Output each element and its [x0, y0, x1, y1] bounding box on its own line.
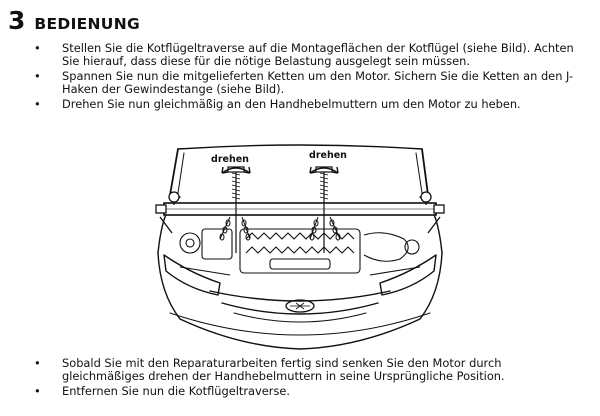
bullet: • — [34, 68, 41, 83]
label-drehen-right: drehen — [309, 150, 347, 161]
instruction-list-after — [34, 357, 584, 399]
section-number: 3 — [8, 6, 26, 35]
label-drehen-left: drehen — [211, 154, 249, 165]
step-text: Entfernen Sie nun die Kotflügeltraverse. — [62, 383, 291, 398]
list-item — [34, 98, 584, 111]
engine-support-illustration — [150, 143, 450, 355]
list-item — [34, 385, 584, 398]
bullet: • — [34, 383, 41, 398]
bullet: • — [34, 96, 41, 111]
instruction-list-before — [34, 42, 584, 112]
step-text: Sobald Sie mit den Reparaturarbeiten fertig sind senken Sie den Motor durch gleichmäßiges drehen der Handhebelmuttern in seine Ursprüngliche Position. — [62, 356, 505, 384]
traverse-beam — [156, 192, 444, 233]
section-heading — [8, 6, 140, 36]
bullet: • — [34, 41, 41, 55]
step-text: Stellen Sie die Kotflügeltraverse auf die Montageflächen der Kotflügel (siehe Bild). Achten Sie hierauf, dass diese für die nötige Belastung ausgelegt sein müssen. — [62, 41, 574, 69]
list-item — [34, 357, 584, 384]
section-title: BEDIENUNG — [34, 15, 140, 33]
list-item — [34, 42, 584, 69]
list-item — [34, 70, 584, 97]
step-text: Drehen Sie nun gleichmäßig an den Handhebelmuttern um den Motor zu heben. — [62, 96, 521, 111]
step-text: Spannen Sie nun die mitgelieferten Ketten um den Motor. Sichern Sie die Ketten an den J-Haken der Gewindestange (siehe Bild). — [62, 68, 574, 97]
bullet: • — [34, 356, 41, 370]
